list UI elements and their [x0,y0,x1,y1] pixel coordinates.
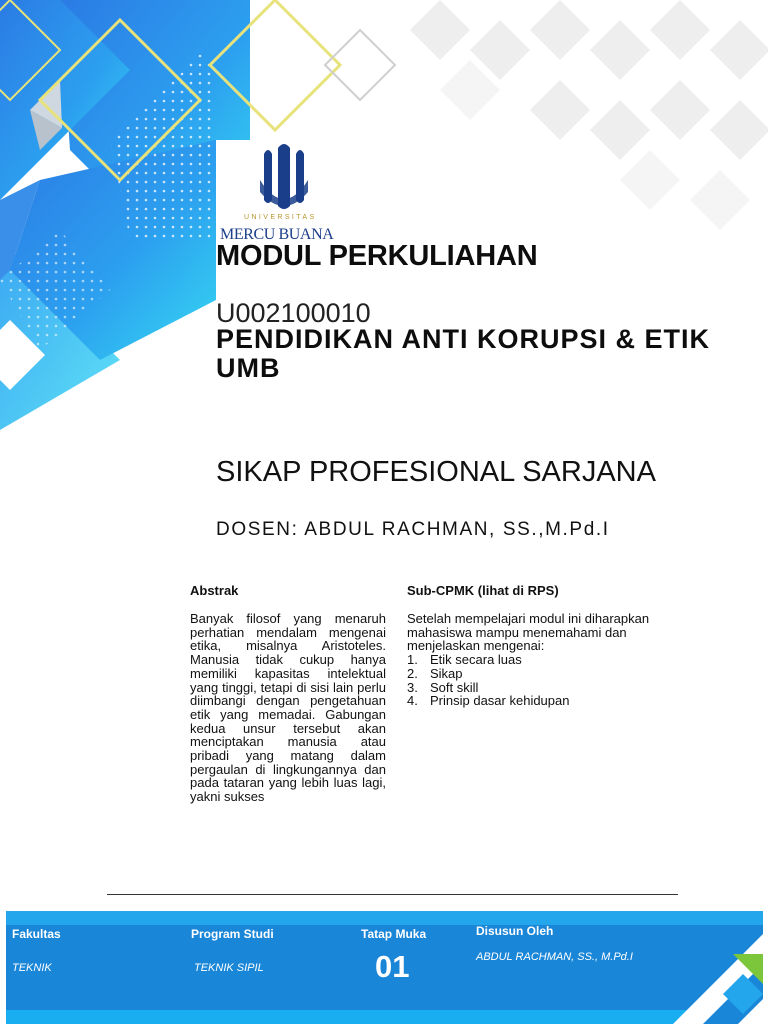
disusun-oleh-value: ABDUL RACHMAN, SS., M.Pd.I [476,951,633,963]
list-item [407,694,697,708]
footer-bottom-band [6,1010,763,1024]
list-item-number: 2. [407,665,418,681]
logo-university-label: UNIVERSITAS [244,214,317,221]
course-code: U002100010 [216,298,371,328]
sub-cpmk-list [407,653,697,708]
list-item-text: Sikap [430,665,463,681]
sub-cpmk-intro: Setelah mempelajari modul ini diharapkan mahasiswa mampu menemahami dan menjelaskan mengenai: [407,611,650,654]
footer-corner-decoration [673,924,763,1024]
list-item-text: Soft skill [430,679,479,695]
divider-line [107,894,678,895]
list-item [407,653,697,667]
list-item-number: 4. [407,693,418,709]
footer-top-band [6,911,763,925]
topic-title: SIKAP PROFESIONAL SARJANA [216,456,656,488]
list-item-number: 3. [407,679,418,695]
list-item-text: Prinsip dasar kehidupan [430,693,570,709]
program-studi-label: Program Studi [191,927,274,941]
university-emblem-icon [216,140,352,216]
abstrak-text: Banyak filosof yang menaruh perhatian mendalam mengenai etika, misalnya Aristoteles. Manusia tidak cukup hanya memiliki kapasitas intelektual yang tinggi, tetapi di sisi lain perlu diimbangi dengan pengetahuan etik yang memadai. Gabungan kedua unsur tersebut akan menciptakan manusia atau pribadi yang matang dalam pergaulan di lingkungannya dan pada tataran yang lebih luas lagi, yakni sukses [190,611,386,805]
document-title: MODUL PERKULIAHAN [216,240,538,272]
list-item-text: Etik secara luas [430,652,522,668]
logo-university-name: MERCU BUANA [220,226,334,243]
sub-cpmk-block [407,612,697,708]
list-item [407,667,697,681]
abstrak-heading: Abstrak [190,583,239,598]
list-item-number: 1. [407,652,418,668]
tatap-muka-label: Tatap Muka [361,927,427,941]
program-studi-value: TEKNIK SIPIL [194,962,264,974]
course-name: PENDIDIKAN ANTI KORUPSI & ETIK UMB [216,324,711,383]
disusun-oleh-label: Disusun Oleh [476,924,554,938]
fakultas-value: TEKNIK [12,962,52,974]
lecturer-line: DOSEN: ABDUL RACHMAN, SS.,M.Pd.I [216,519,610,540]
sub-cpmk-heading: Sub-CPMK (lihat di RPS) [407,583,559,598]
university-logo [216,140,352,248]
list-item [407,681,697,695]
info-footer [6,911,763,1024]
tatap-muka-value: 01 [375,949,410,984]
fakultas-label: Fakultas [12,927,61,941]
